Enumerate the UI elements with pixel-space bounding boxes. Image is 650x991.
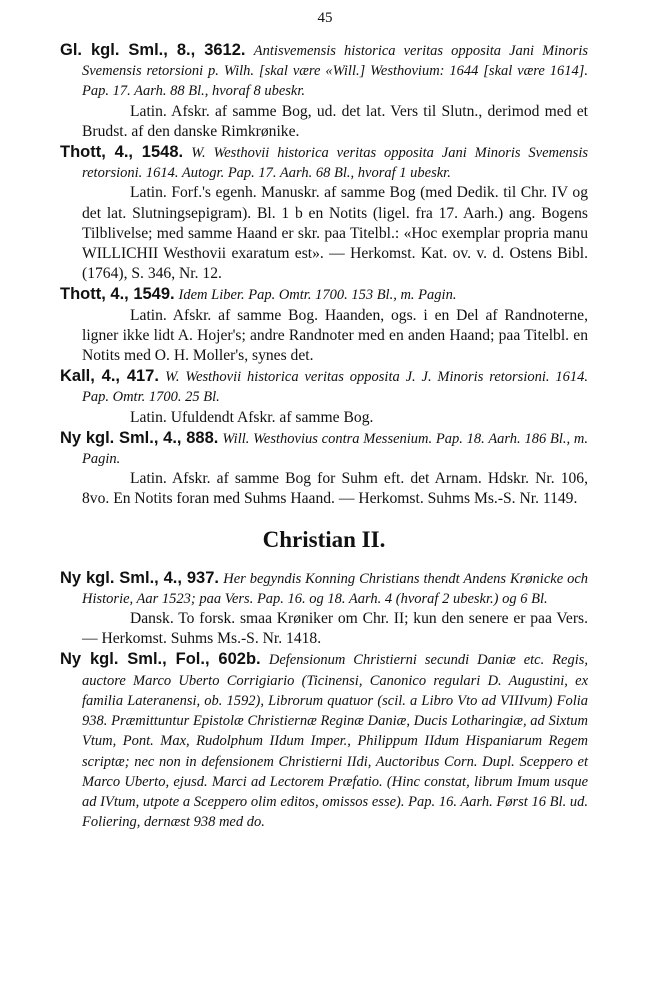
entry-shelfmark: Ny kgl. Sml., Fol., 602b.	[60, 650, 261, 669]
entry-description: Antisvemensis historica veritas opposita Jani Minoris Svemensis retorsioni p. Wilh. [skal være «Will.] Westhovium: 1644 [skal være 1614]. Pap. 17. Aarh. 88 Bl., hvoraf 8 ubeskr.	[82, 43, 588, 100]
entry-shelfmark: Kall, 4., 417.	[60, 367, 159, 386]
entry-note: Dansk. To forsk. smaa Krøniker om Chr. II; kun den senere er paa Vers. — Herkomst. Suhms Ms.-S. Nr. 1418.	[82, 610, 588, 648]
catalog-entry	[60, 40, 588, 102]
entry-description: Her begyndis Konning Christians thendt Andens Krønicke och Historie, Aar 1523; paa Vers. Pap. 16. og 18. Aarh. 4 (hvoraf 2 ubeskr.) og 6 Bl.	[82, 570, 589, 607]
entry-note: Latin. Afskr. af samme Bog for Suhm eft. det Arnam. Hdskr. Nr. 106, 8vo. En Notits foran med Suhms Haand. — Herkomst. Suhms Ms.-S. Nr. 1149.	[82, 470, 588, 508]
catalog-entry	[60, 428, 588, 469]
section-title: Christian II.	[262, 526, 386, 552]
entry-note: Latin. Ufuldendt Afskr. af samme Bog.	[130, 408, 374, 426]
entry-note: Latin. Afskr. af samme Bog. Haanden, ogs. i en Del af Randnoterne, ligner ikke lidt A. Hojer's; andre Randnoter med en anden Haand; paa Titelbl. en Notits med O. H. Moller's, synes det.	[82, 306, 588, 365]
entry-description: W. Westhovii historica veritas opposita Jani Minoris Svemensis retorsioni. 1614. Autogr. Pap. 17. Aarh. 68 Bl., hvoraf 1 ubeskr.	[82, 145, 588, 182]
entry-shelfmark: Ny kgl. Sml., 4., 937.	[60, 568, 219, 587]
entries-after-section	[60, 568, 588, 833]
catalog-entry	[60, 142, 588, 183]
entry-note: Latin. Forf.'s egenh. Manuskr. af samme Bog (med Dedik. til Chr. IV og det lat. Slutningsepigram). Bl. 1 b en Notits (ligel. fra 17. Aarh.) ang. Bogens Tilblivelse; med samme Haand er skr. paa Titelbl.: «Hoc exemplar propria manu WILLICHII Westhovii exaratum est». — Herkomst. Kat. ov. v. d. Ostens Bibl. (1764), S. 346, Nr. 12.	[82, 184, 588, 283]
entry-description: W. Westhovii historica veritas opposita J. J. Minoris retorsioni. 1614. Pap. Omtr. 1700. 25 Bl.	[82, 369, 588, 406]
entry-shelfmark: Gl. kgl. Sml., 8., 3612.	[60, 41, 246, 59]
catalog-entry	[60, 649, 588, 832]
entry-shelfmark: Ny kgl. Sml., 4., 888.	[60, 428, 219, 447]
entry-description: Idem Liber. Pap. Omtr. 1700. 153 Bl., m. Pagin.	[178, 287, 457, 304]
entry-shelfmark: Thott, 4., 1549.	[60, 285, 175, 304]
entry-description: Defensionum Christierni secundi Daniæ etc. Regis, auctore Marco Uberto Corrigiario (Ticinensi, Canonico regulari D. Augustini, ex familia Lateranensi, ob. 1592), Librorum quatuor (scil. a Libro Vto ad VIIIvum) Folia 938. Præmittuntur Epistolæ Christiernæ Reginæ Daniæ, Ducis Lotharingiæ, ad Sixtum Vtum, Pont. Max, Rudolphum IIdum Imper., Philippum IIdum Hispaniarum Regem scriptæ; nec non in defensionem Christierni IIdi, Auctoribus Corn. Dupl. Sceppero et Marco Uberto, ejusd. Marci ad Lectorem Præfatio. (Hinc constat, librum Imum usque ad IVtum, utpote a Sceppero olim editos, omissos esse). Pap. 16. Aarh. Først 16 Bl. ud. Foliering, dernæst 938 med do.	[82, 652, 589, 831]
page-number: 45	[317, 10, 333, 26]
catalog-entry	[60, 568, 588, 609]
entry-description: Will. Westhovius contra Messenium. Pap. 18. Aarh. 186 Bl., m. Pagin.	[82, 430, 588, 468]
entries-before-section	[60, 40, 588, 510]
entry-shelfmark: Thott, 4., 1548.	[60, 143, 184, 162]
catalog-entry	[60, 366, 588, 407]
catalog-content	[60, 40, 588, 832]
entry-note: Latin. Afskr. af samme Bog, ud. det lat. Vers til Slutn., derimod med et Brudst. af den danske Rimkrønike.	[82, 102, 588, 140]
catalog-entry	[60, 284, 588, 305]
